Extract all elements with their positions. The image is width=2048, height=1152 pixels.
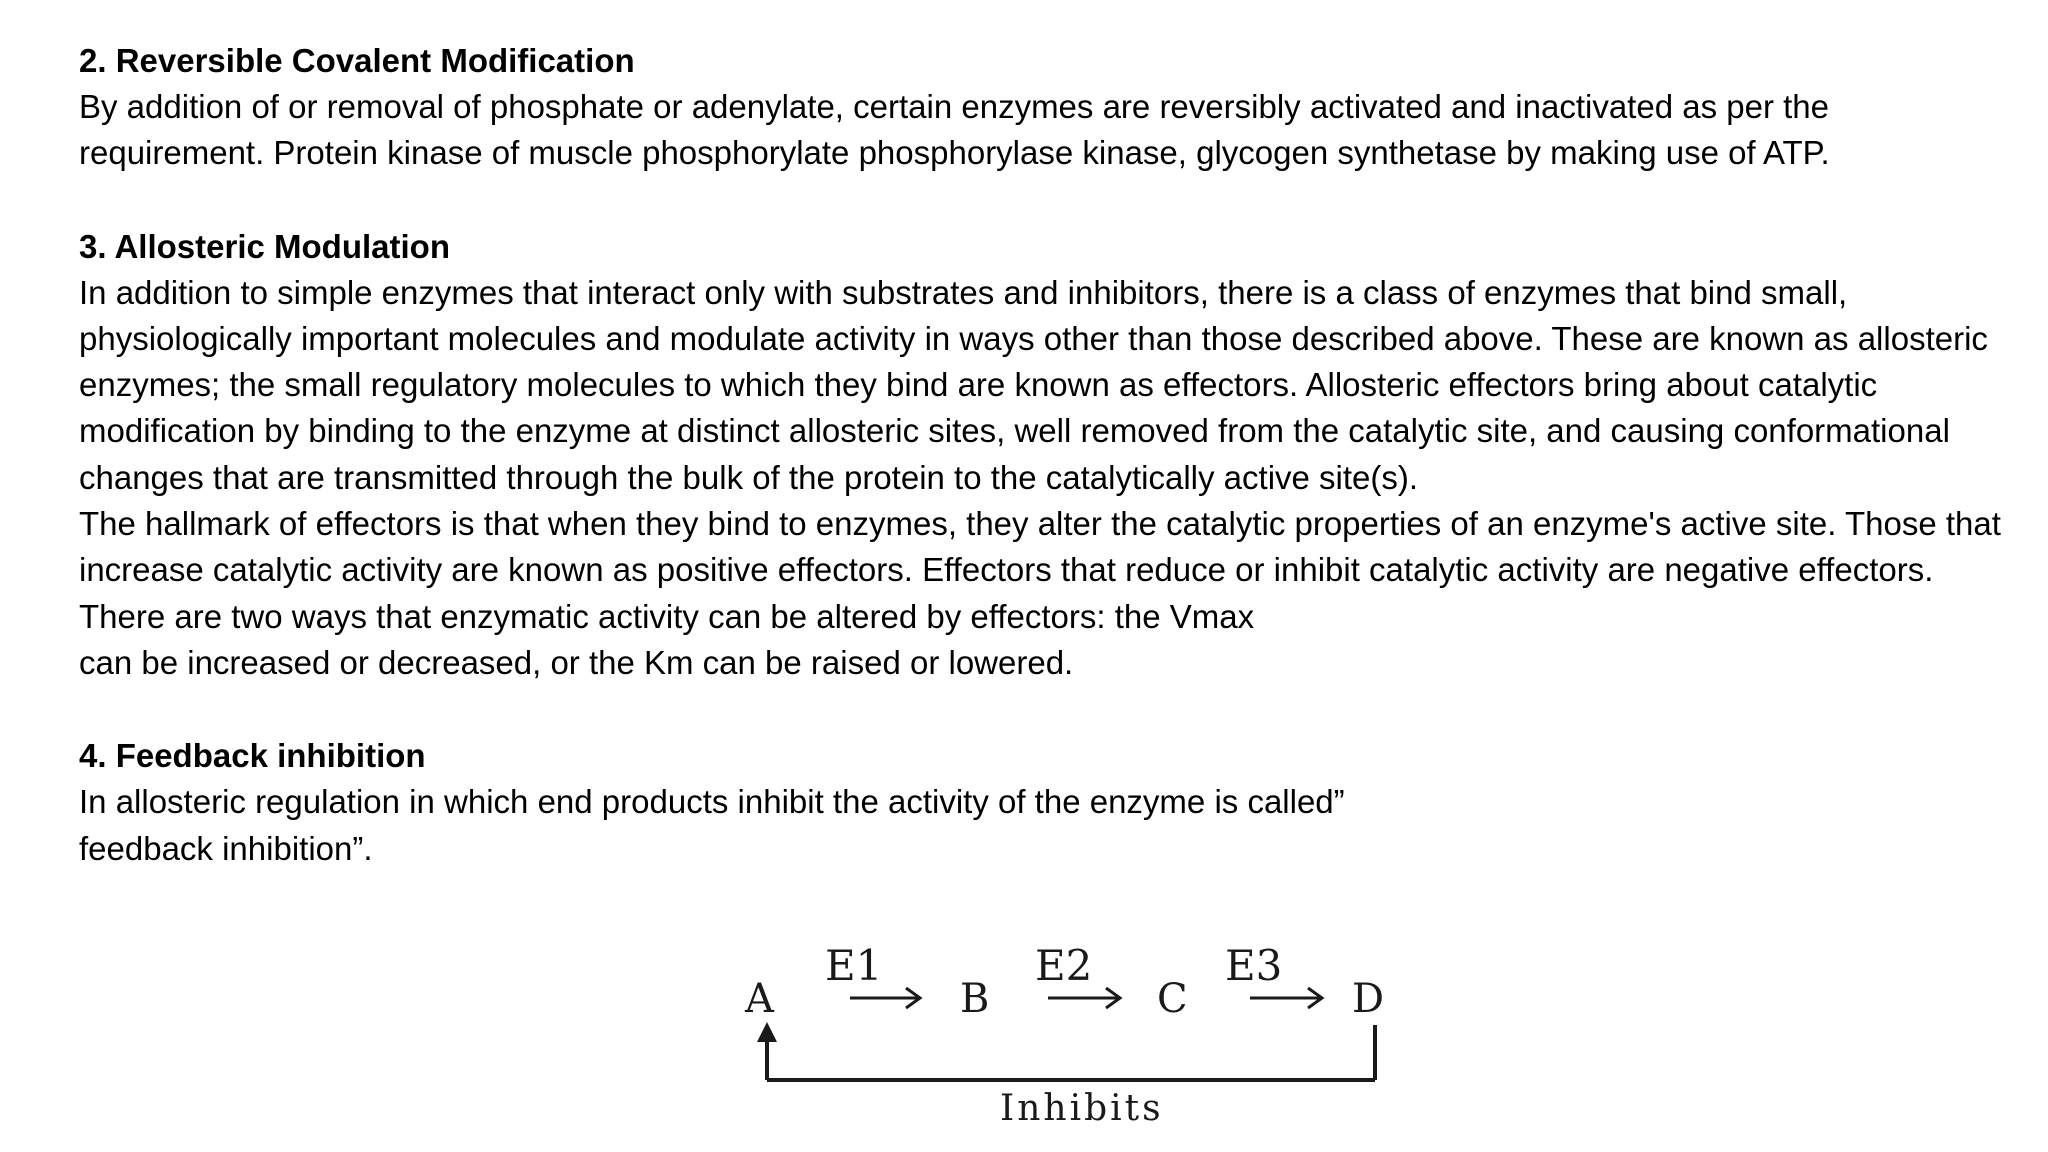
- feedback-loop-arrow: [757, 1022, 1375, 1080]
- enzyme-label-e1: E1: [825, 941, 883, 990]
- section-heading: 4. Feedback inhibition: [79, 737, 426, 775]
- metabolite-a: A: [745, 976, 774, 1022]
- paragraph: can be increased or decreased, or the Km can be raised or lowered.: [79, 643, 1074, 681]
- paragraph: The hallmark of effectors is that when they bind to enzymes, they alter the catalytic properties of an enzyme's active site. Those that increase catalytic activity are known as positive effectors. Effectors that reduce or inhibit catalytic activity are negative effectors.: [79, 505, 2001, 589]
- enzyme-label-e3: E3: [1225, 941, 1283, 990]
- reaction-arrow: [1250, 988, 1322, 1008]
- section-feedback-inhibition: [79, 733, 2019, 872]
- paragraph: In allosteric regulation in which end products inhibit the activity of the enzyme is called”: [79, 783, 1345, 821]
- metabolite-d: D: [1352, 976, 1385, 1022]
- feedback-inhibition-diagram: [730, 930, 1450, 1152]
- reaction-arrow: [1048, 988, 1120, 1008]
- document-body: [79, 38, 2019, 872]
- section-heading: 2. Reversible Covalent Modification: [79, 42, 635, 79]
- section-covalent-modification: [79, 38, 2019, 177]
- section-heading: 3. Allosteric Modulation: [79, 227, 450, 265]
- inhibits-label: Inhibits: [1000, 1088, 1164, 1129]
- paragraph: feedback inhibition”.: [79, 829, 373, 867]
- metabolite-b: B: [960, 976, 990, 1022]
- enzyme-label-e2: E2: [1035, 941, 1093, 990]
- section-allosteric-modulation: [79, 224, 2019, 687]
- paragraph: There are two ways that enzymatic activity can be altered by effectors: the Vmax: [79, 597, 1255, 635]
- paragraph: In addition to simple enzymes that interact only with substrates and inhibitors, there is a class of enzymes that bind small, physiologically important molecules and modulate activity in ways other than those described above. These are known as allosteric enzymes; the small regulatory molecules to which they bind are known as effectors. Allosteric effectors bring about catalytic modification by binding to the enzyme at distinct allosteric sites, well removed from the catalytic site, and causing conformational changes that are transmitted through the bulk of the protein to the catalytically active site(s).: [79, 273, 1988, 496]
- paragraph: By addition of or removal of phosphate or adenylate, certain enzymes are reversibly activated and inactivated as per the requirement. Protein kinase of muscle phosphorylate phosphorylase kinase, glycogen synthetase by making use of ATP.: [79, 88, 1830, 172]
- reaction-arrow: [850, 988, 920, 1008]
- metabolite-c: C: [1157, 976, 1188, 1022]
